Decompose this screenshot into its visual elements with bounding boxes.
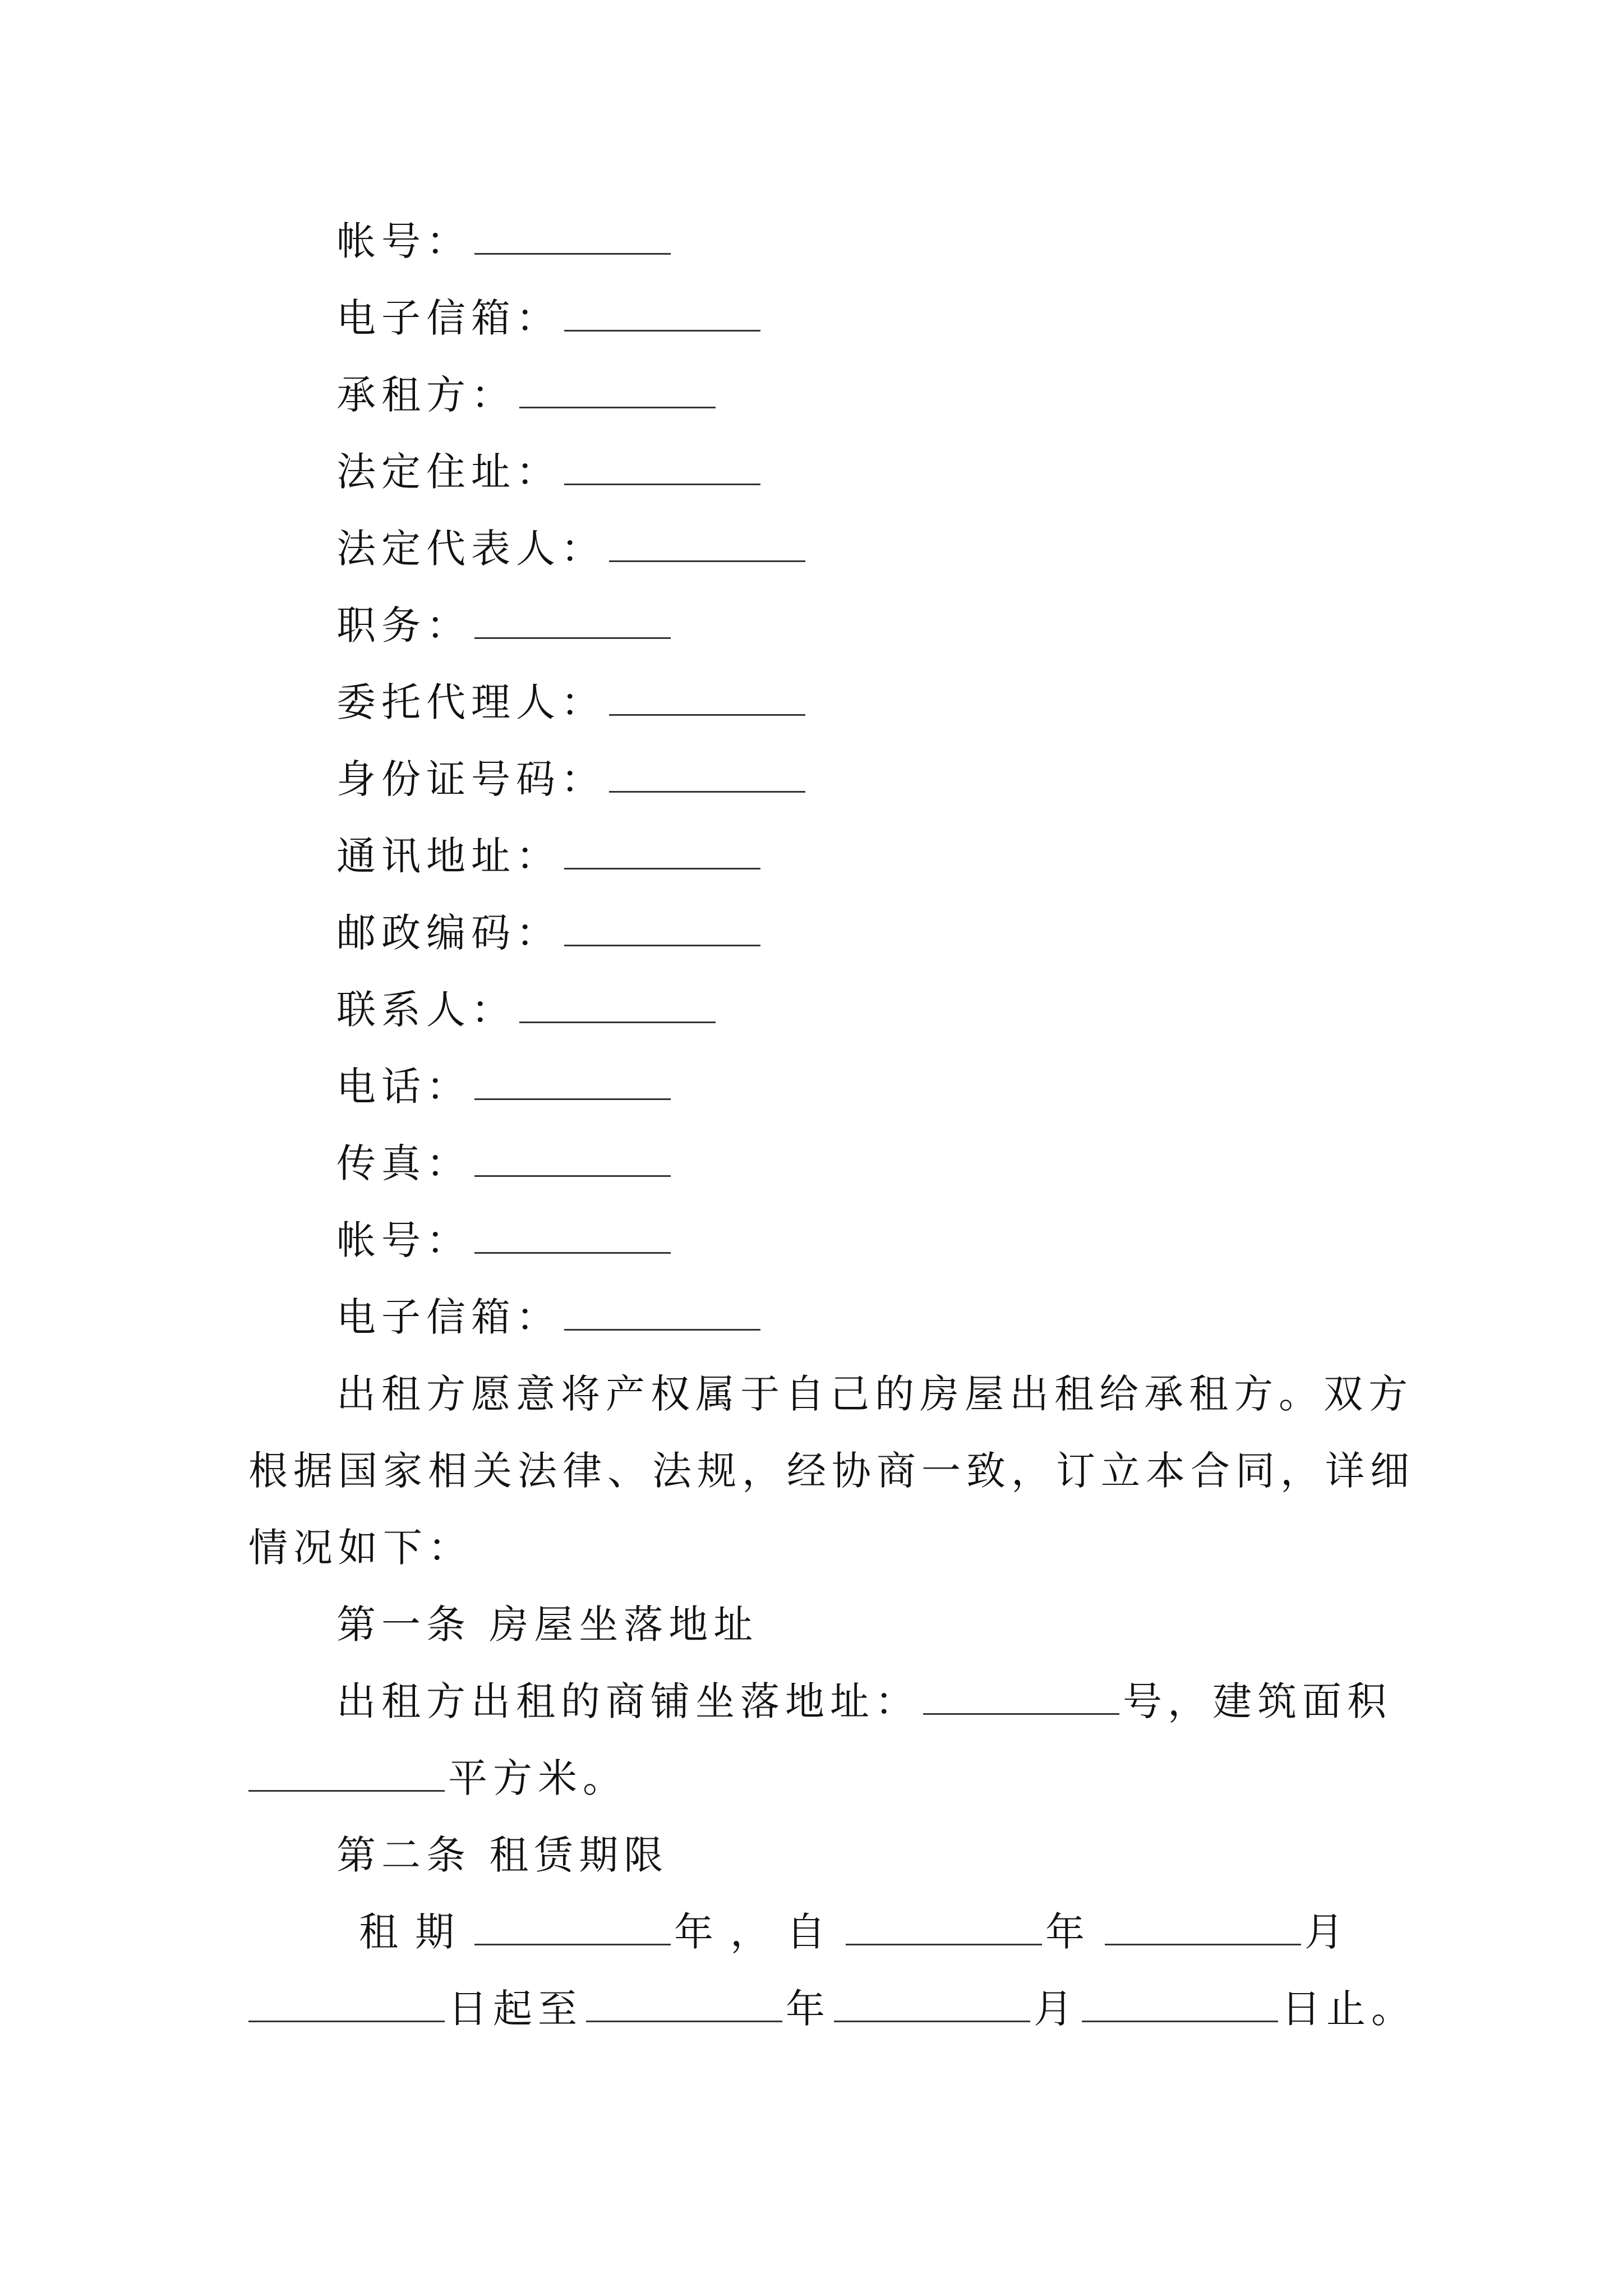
lessor-account-row — [336, 216, 674, 266]
preamble-line-2 — [248, 1446, 1415, 1496]
year-label: 年， — [674, 1909, 786, 1955]
article-text: 出租方出租的商铺坐落地址： — [336, 1678, 920, 1724]
mail-address-label: 通讯地址： — [336, 833, 561, 879]
account-label: 帐号： — [336, 218, 471, 264]
article-1-title — [336, 1599, 758, 1650]
preamble-text: 出租方愿意将产权属于自己的房屋出租给承租方。双方 — [336, 1371, 1413, 1417]
article-text: 平方米。 — [448, 1755, 628, 1801]
article-2-line-1 — [359, 1907, 1361, 1957]
contact-row — [336, 984, 719, 1035]
agent-row — [336, 677, 809, 728]
end-year-blank — [586, 1986, 782, 2022]
preamble-line-3 — [248, 1522, 473, 1573]
mail-address-row — [336, 831, 764, 881]
area-blank — [248, 1755, 445, 1792]
postcode-label: 邮政编码： — [336, 910, 561, 956]
term-label: 租期 — [359, 1909, 471, 1955]
id-number-label: 身份证号码： — [336, 756, 606, 802]
email-label: 电子信箱： — [336, 1294, 561, 1340]
article-title: 第二条 租赁期限 — [336, 1832, 669, 1878]
email-blank — [564, 295, 760, 332]
year-label: 年 — [786, 1986, 831, 2032]
phone-row — [336, 1061, 674, 1112]
agent-blank — [609, 679, 805, 716]
article-text: 号，建筑面积 — [1123, 1678, 1392, 1724]
postcode-row — [336, 908, 764, 958]
postcode-blank — [564, 910, 760, 946]
article-2-title — [336, 1830, 668, 1880]
address-blank — [923, 1678, 1119, 1715]
start-year-blank — [846, 1909, 1042, 1945]
end-day-blank — [1082, 1986, 1278, 2022]
legal-address-blank — [564, 449, 760, 485]
day-label: 日起至 — [448, 1986, 583, 2032]
legal-rep-label: 法定代表人： — [336, 526, 606, 572]
legal-rep-row — [336, 523, 809, 574]
fax-blank — [474, 1140, 671, 1177]
start-month-blank — [1105, 1909, 1301, 1945]
position-label: 职务： — [336, 602, 471, 648]
contact-blank — [519, 987, 716, 1023]
email-label: 电子信箱： — [336, 295, 561, 341]
lessee-account-row — [336, 1215, 674, 1266]
account-label: 帐号： — [336, 1217, 471, 1263]
fax-label: 传真： — [336, 1140, 471, 1186]
id-number-blank — [609, 756, 805, 793]
contact-label: 联系人： — [336, 987, 516, 1033]
month-label: 月 — [1304, 1909, 1361, 1955]
lessee-party-row — [336, 370, 719, 420]
month-label: 月 — [1034, 1986, 1078, 2032]
preamble-line-1 — [336, 1369, 1413, 1419]
legal-rep-blank — [609, 526, 805, 562]
email-blank — [564, 1294, 760, 1331]
term-blank — [474, 1909, 671, 1945]
day-label: 日止。 — [1281, 1986, 1416, 2032]
account-blank — [474, 218, 671, 255]
preamble-text: 情况如下： — [248, 1525, 473, 1571]
article-1-line-2 — [248, 1753, 628, 1803]
lessee-label: 承租方： — [336, 372, 516, 418]
mail-address-blank — [564, 833, 760, 869]
from-label: 自 — [786, 1909, 842, 1955]
phone-blank — [474, 1064, 671, 1100]
position-row — [336, 600, 674, 651]
agent-label: 委托代理人： — [336, 679, 606, 725]
legal-address-label: 法定住址： — [336, 449, 561, 495]
phone-label: 电话： — [336, 1064, 471, 1110]
end-month-blank — [834, 1986, 1030, 2022]
year-label: 年 — [1045, 1909, 1101, 1955]
preamble-text: 根据国家相关法律、法规，经协商一致，订立本合同，详细 — [248, 1448, 1415, 1494]
lessee-blank — [519, 372, 716, 408]
legal-address-row — [336, 447, 764, 497]
position-blank — [474, 602, 671, 639]
account-blank — [474, 1217, 671, 1254]
id-number-row — [336, 754, 809, 804]
lessee-email-row — [336, 1292, 764, 1342]
article-2-line-2 — [248, 1984, 1416, 2034]
lessor-email-row — [336, 293, 764, 343]
article-title: 第一条 房屋坐落地址 — [336, 1602, 759, 1648]
start-day-blank — [248, 1986, 445, 2022]
article-1-line-1 — [336, 1676, 1392, 1727]
fax-row — [336, 1138, 674, 1189]
